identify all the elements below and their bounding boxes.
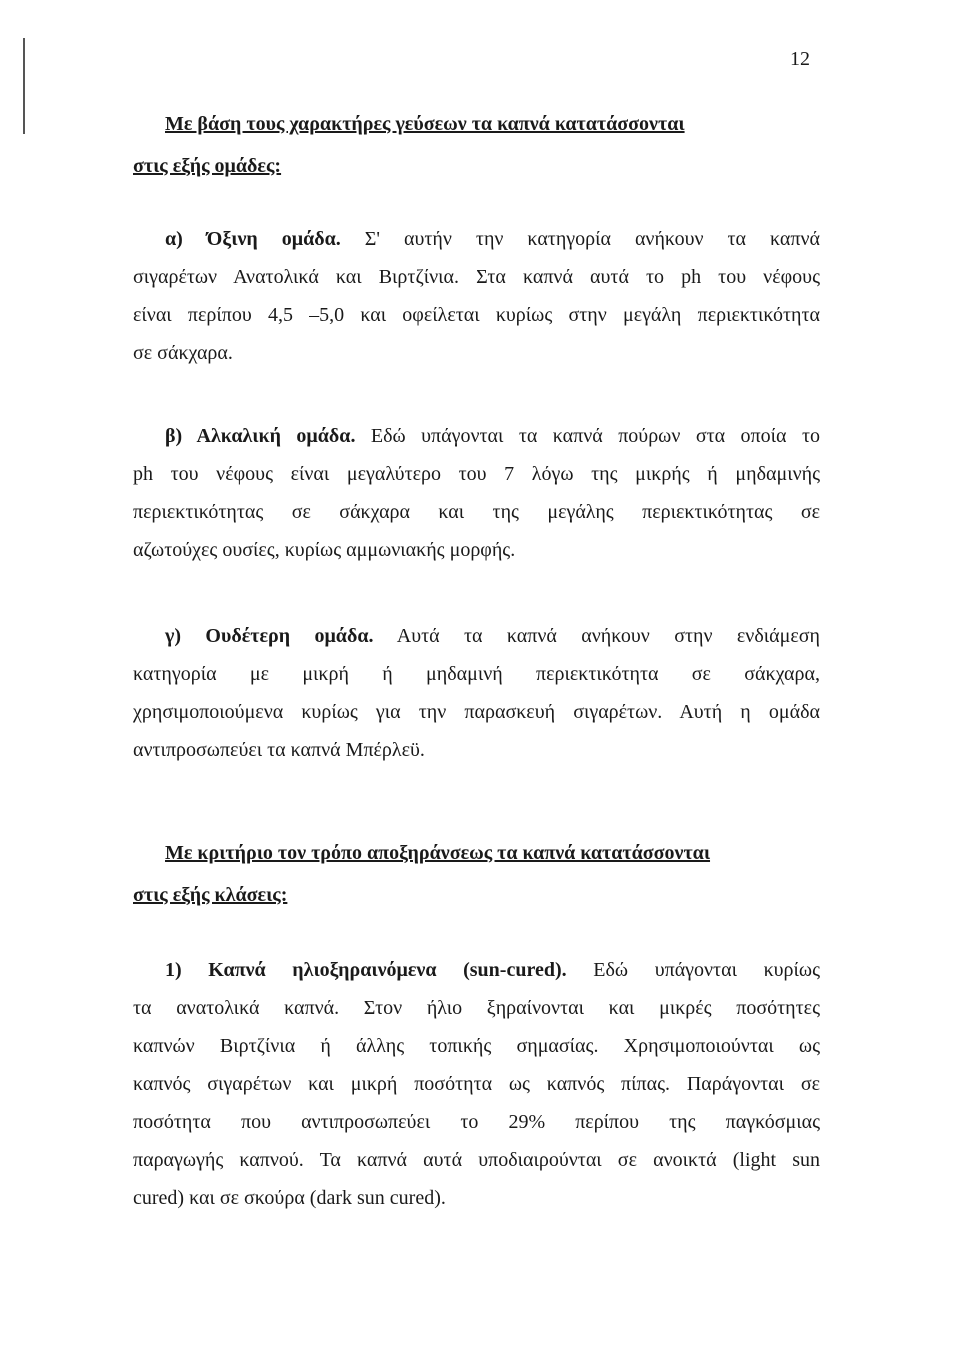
neutral-group-line-1: Αυτά τα καπνά ανήκουν στην ενδιάμεση [396,625,820,647]
sun-cured-label: 1) Καπνά ηλιοξηραινόμενα (sun-cured). [165,959,567,981]
alkaline-group-line-4: αζωτούχες ουσίες, κυρίως αμμωνιακής μορφής. [133,539,516,561]
acidic-group-line-4: σε σάκχαρα. [133,342,233,364]
paragraph-alkaline-group [133,417,820,569]
heading-drying-line-2: στις εξής κλάσεις: [133,884,288,906]
sun-cured-line-5: ποσότητα που αντιπροσωπεύει το 29% περίπου της παγκόσμιας [133,1111,820,1133]
heading-taste-groups [133,103,820,187]
paragraph-sun-cured-class [133,951,820,1217]
alkaline-group-line-1: Εδώ υπάγονται τα καπνά πούρων στα οποία το [370,425,820,447]
acidic-group-line-3: είναι περίπου 4,5 –5,0 και οφείλεται κυρίως στην μεγάλη περιεκτικότητα [133,304,820,326]
alkaline-group-label: β) Αλκαλική ομάδα. [165,425,356,447]
heading-drying-line-1: Με κριτήριο τον τρόπο αποξηράνσεως τα καπνά κατατάσσονται [165,842,711,864]
acidic-group-line-1: Σ' αυτήν την κατηγορία ανήκουν τα καπνά [364,228,820,250]
alkaline-group-line-2: ph του νέφους είναι μεγαλύτερο του 7 λόγω της μικρής ή μηδαμινής [133,463,820,485]
page-number: 12 [790,48,810,70]
heading-taste-line-2: στις εξής ομάδες: [133,155,282,177]
neutral-group-line-2: κατηγορία με μικρή ή μηδαμινή περιεκτικότητα σε σάκχαρα, [133,663,820,685]
sun-cured-line-2: τα ανατολικά καπνά. Στον ήλιο ξηραίνονται και μικρές ποσότητες [133,997,820,1019]
sun-cured-line-1: Εδώ υπάγονται κυρίως [593,959,820,981]
neutral-group-line-4: αντιπροσωπεύει τα καπνά Μπέρλεϋ. [133,739,425,761]
heading-taste-line-1: Με βάση τους χαρακτήρες γεύσεων τα καπνά κατατάσσονται [165,113,685,135]
paragraph-acidic-group [133,220,820,372]
sun-cured-line-6: παραγωγής καπνού. Τα καπνά αυτά υποδιαιρούνται σε ανοικτά (light sun [133,1149,820,1171]
sun-cured-line-7: cured) και σε σκούρα (dark sun cured). [133,1187,446,1209]
sun-cured-line-4: καπνός σιγαρέτων και μικρή ποσότητα ως καπνός πίπας. Παράγονται σε [133,1073,820,1095]
margin-line [23,38,25,134]
paragraph-neutral-group [133,617,820,769]
neutral-group-label: γ) Ουδέτερη ομάδα. [165,625,374,647]
acidic-group-line-2: σιγαρέτων Ανατολικά και Βιρτζίνια. Στα καπνά αυτά το ph του νέφους [133,266,820,288]
acidic-group-label: α) Όξινη ομάδα. [165,228,341,250]
sun-cured-line-3: καπνών Βιρτζίνια ή άλλης τοπικής σημασίας. Χρησιμοποιούνται ως [133,1035,820,1057]
heading-drying-classes [133,832,820,916]
alkaline-group-line-3: περιεκτικότητας σε σάκχαρα και της μεγάλης περιεκτικότητας σε [133,501,820,523]
neutral-group-line-3: χρησιμοποιούμενα κυρίως για την παρασκευή σιγαρέτων. Αυτή η ομάδα [133,701,820,723]
